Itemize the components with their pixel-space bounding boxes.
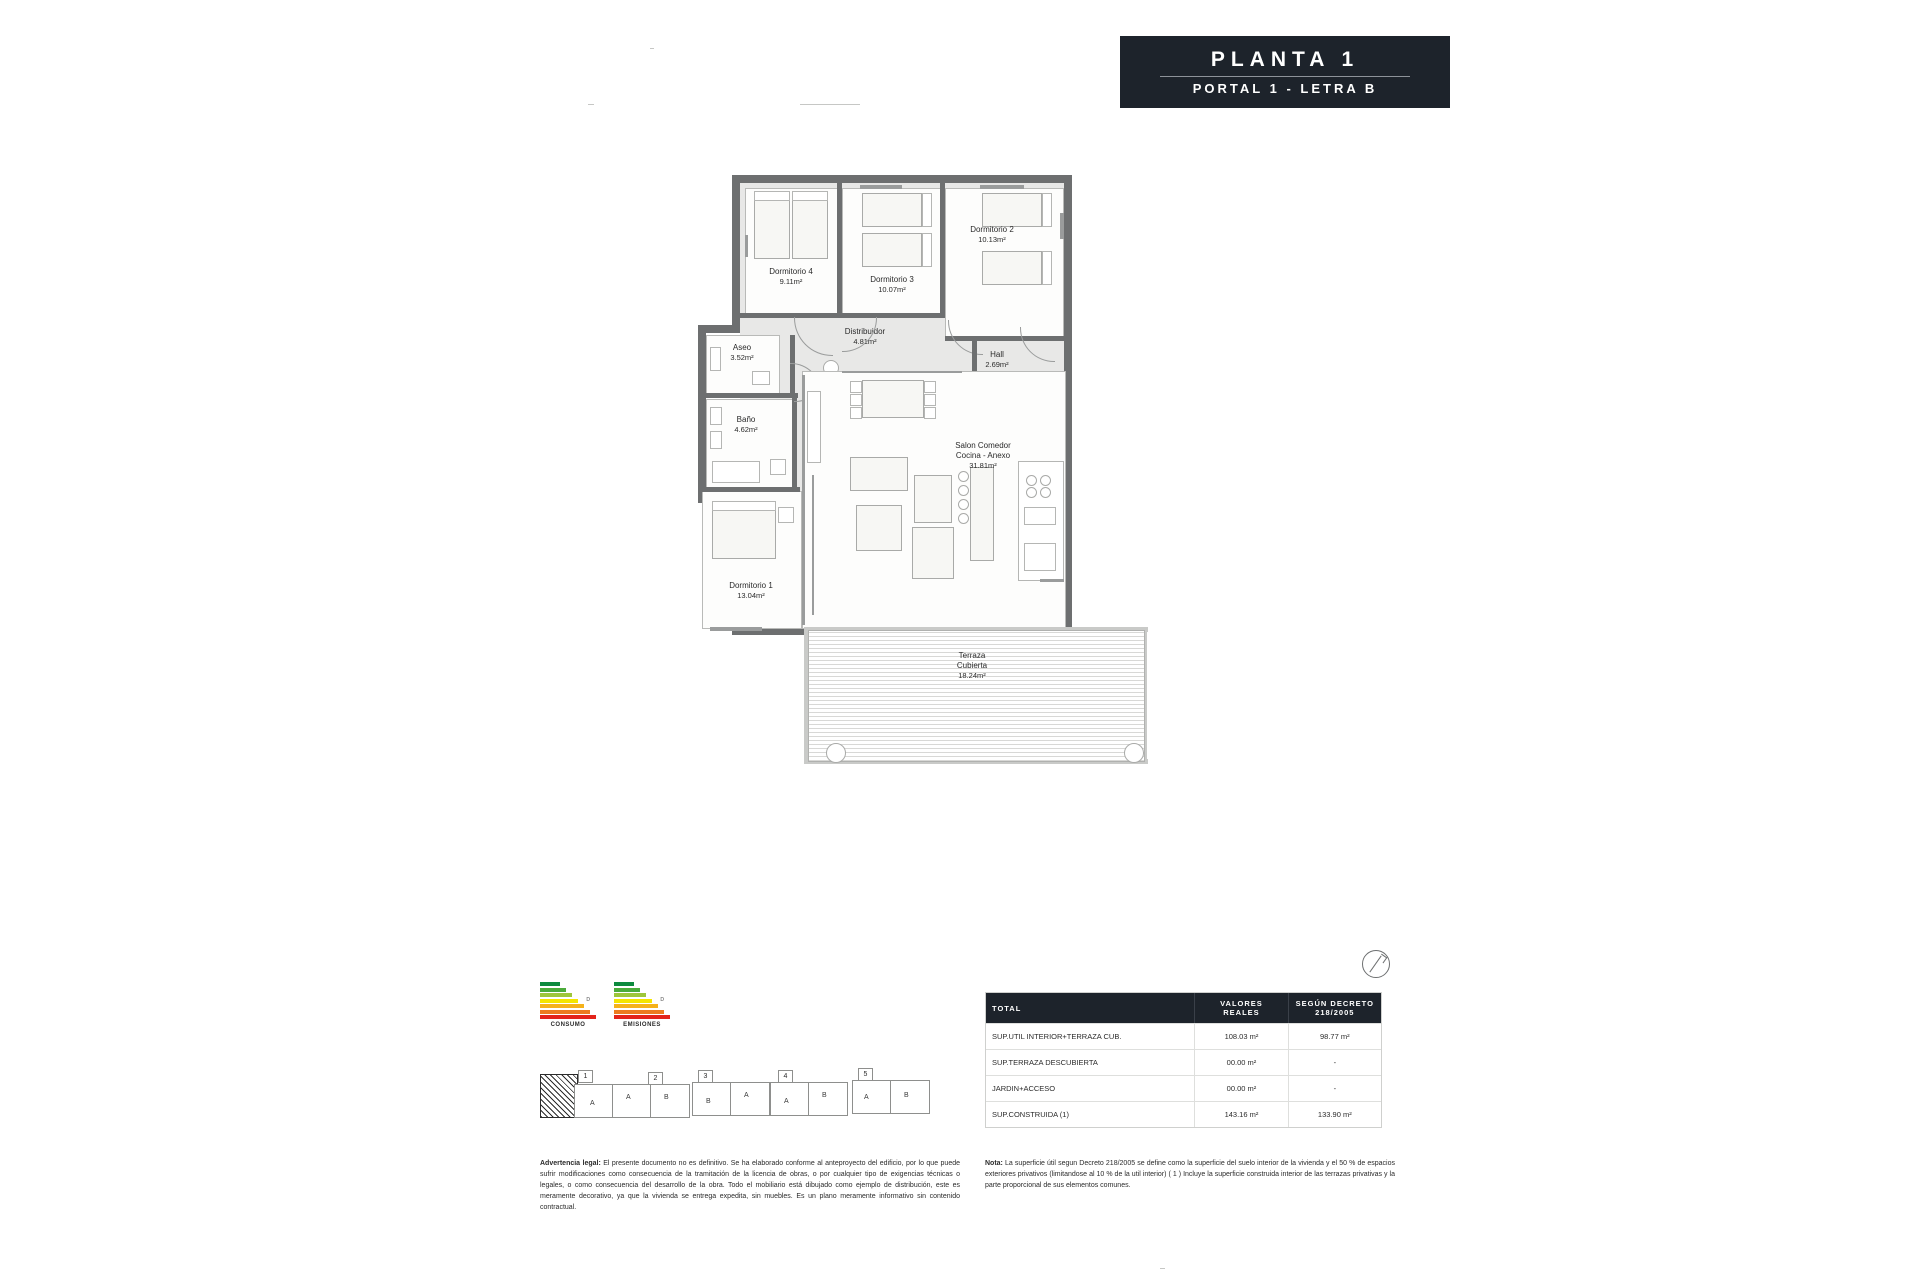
- rug-furniture: [856, 505, 902, 551]
- legal-notice: [540, 1158, 960, 1213]
- table-cell-decreto: -: [1288, 1050, 1381, 1075]
- key-plan-letter: B: [904, 1092, 909, 1099]
- key-plan-letter: B: [706, 1098, 711, 1105]
- table-header-decreto: SEGÚN DECRETO 218/2005: [1288, 993, 1381, 1023]
- partition-wall: [837, 183, 842, 313]
- bed-furniture: [712, 507, 776, 559]
- energy-bar-e: [614, 1004, 658, 1008]
- energy-rating-block: [540, 982, 750, 1042]
- room-label-dormitorio-4: Dormitorio 4 9.11m²: [769, 267, 813, 286]
- energy-bar-b: [540, 988, 566, 992]
- exterior-wall-left-upper: [732, 175, 740, 325]
- energy-bar-f: [614, 1010, 664, 1014]
- key-plan-letter: A: [784, 1098, 789, 1105]
- pillow-furniture: [1042, 193, 1052, 227]
- bed-furniture: [792, 195, 828, 259]
- pillow-furniture: [712, 501, 776, 511]
- sanitary-fixture: [770, 459, 786, 475]
- key-plan-unit: [852, 1080, 892, 1114]
- hob-burner: [1026, 475, 1037, 486]
- energy-bar-f: [540, 1010, 590, 1014]
- key-plan-letter: B: [822, 1092, 827, 1099]
- key-plan-highlight: [540, 1074, 578, 1118]
- key-plan-unit: [730, 1082, 770, 1116]
- key-plan-number-5: 5: [858, 1068, 873, 1081]
- table-cell-decreto: 98.77 m²: [1288, 1024, 1381, 1049]
- column-marker: [1124, 743, 1144, 763]
- bed-furniture: [982, 251, 1042, 285]
- table-cell-concept: SUP.TERRAZA DESCUBIERTA: [992, 1058, 1098, 1067]
- room-label-salon-comedor: Salon Comedor Cocina - Anexo 31.81m²: [955, 441, 1011, 470]
- key-plan-unit: [770, 1082, 810, 1116]
- table-cell-decreto: -: [1288, 1076, 1381, 1101]
- partition-wall: [940, 183, 945, 313]
- energy-bar-e: [540, 1004, 584, 1008]
- window-opening: [745, 235, 748, 257]
- key-plan-unit: [692, 1082, 732, 1116]
- key-plan-letter: A: [864, 1094, 869, 1101]
- energy-emisiones-caption: EMISIONES: [623, 1022, 661, 1028]
- exterior-wall-top: [732, 175, 1072, 183]
- energy-bar-a: [614, 982, 634, 986]
- surface-note: [985, 1158, 1395, 1191]
- key-plan-letter: B: [664, 1094, 669, 1101]
- bed-furniture: [862, 233, 922, 267]
- dining-table-furniture: [862, 380, 924, 418]
- chair-furniture: [850, 394, 862, 406]
- room-label-terraza: Terraza Cubierta 18.24m²: [956, 651, 988, 680]
- chair-furniture: [924, 407, 936, 419]
- stool-furniture: [958, 499, 969, 510]
- chair-furniture: [850, 407, 862, 419]
- key-plan-number-2: 2: [648, 1072, 663, 1085]
- room-label-dormitorio-1: Dormitorio 1 13.04m²: [729, 581, 773, 600]
- room-label-dormitorio-2: Dormitorio 2 10.13m²: [970, 225, 1014, 244]
- room-label-dormitorio-3: Dormitorio 3 10.07m²: [870, 275, 914, 294]
- terrace-cubierta-surface: [808, 630, 1145, 762]
- key-plan-unit: [612, 1084, 652, 1118]
- table-cell-concept: SUP.UTIL INTERIOR+TERRAZA CUB.: [992, 1032, 1122, 1041]
- stool-furniture: [958, 513, 969, 524]
- table-header-row: [986, 993, 1381, 1023]
- key-plan-letter: A: [744, 1092, 749, 1099]
- kitchen-island-furniture: [970, 467, 994, 561]
- window-opening: [980, 185, 1024, 189]
- stool-furniture: [958, 485, 969, 496]
- energy-bar-g: [614, 1015, 670, 1019]
- energy-consumo-letter: D: [586, 996, 590, 1003]
- hob-burner: [1040, 487, 1051, 498]
- key-plan-number-1: 1: [578, 1070, 593, 1083]
- north-compass-icon: [1362, 950, 1390, 978]
- energy-bar-c: [540, 993, 572, 997]
- room-label-distribuidor: Distribuidor 4.81m²: [844, 327, 886, 346]
- key-plan-number-3: 3: [698, 1070, 713, 1083]
- table-header-valores-reales: VALORES REALES: [1194, 993, 1287, 1023]
- key-plan-letter: A: [590, 1100, 595, 1107]
- table-row: [986, 1049, 1381, 1075]
- plan-subtitle: PORTAL 1 - LETRA B: [1192, 81, 1378, 96]
- title-block: [1120, 36, 1450, 108]
- key-plan-unit: [890, 1080, 930, 1114]
- table-cell-concept: JARDIN+ACCESO: [992, 1084, 1056, 1093]
- sofa-furniture: [912, 527, 954, 579]
- pillow-furniture: [754, 191, 790, 201]
- chair-furniture: [850, 381, 862, 393]
- legal-notice-label: Advertencia legal:: [540, 1160, 601, 1167]
- energy-bar-c: [614, 993, 646, 997]
- chair-furniture: [924, 381, 936, 393]
- bathtub-furniture: [712, 461, 760, 483]
- surface-note-text: La superficie útil segun Decreto 218/2005 se define como la superficie del suelo interior de la vivienda y el 50 % de espacios exteriores privativos (limitandose al 10 % de la util interior) ( 1 ) Incluye la superficie construida interior de las terrazas privativas y la parte proporcional de sus elementos comunes.: [985, 1160, 1395, 1189]
- registration-tick: [800, 104, 860, 105]
- energy-consumo-caption: CONSUMO: [550, 1022, 586, 1028]
- energy-bar-d: [614, 996, 664, 1003]
- key-plan-unit: [808, 1082, 848, 1116]
- table-header-total: TOTAL: [992, 1003, 1022, 1013]
- energy-emisiones-label: [614, 982, 700, 1028]
- key-plan-number-4: 4: [778, 1070, 793, 1083]
- sink-fixture: [1024, 507, 1056, 525]
- pillow-furniture: [922, 233, 932, 267]
- surface-note-label: Nota:: [985, 1160, 1003, 1167]
- table-cell-concept: SUP.CONSTRUIDA (1): [992, 1110, 1069, 1119]
- hob-burner: [1040, 475, 1051, 486]
- energy-bar-g: [540, 1015, 596, 1019]
- table-cell-real: 00.00 m²: [1194, 1050, 1287, 1075]
- exterior-wall-right-upper: [1064, 175, 1072, 390]
- energy-bar-b: [614, 988, 640, 992]
- sliding-door-panel: [807, 391, 821, 463]
- window-opening: [710, 627, 762, 631]
- hob-burner: [1026, 487, 1037, 498]
- plan-title: PLANTA 1: [1210, 48, 1360, 71]
- partition-wall: [706, 393, 798, 398]
- stool-furniture: [958, 471, 969, 482]
- wall-segment: [1040, 579, 1064, 582]
- pillow-furniture: [1042, 251, 1052, 285]
- sanitary-fixture: [752, 371, 770, 385]
- column-marker: [826, 743, 846, 763]
- pillow-furniture: [922, 193, 932, 227]
- pillow-furniture: [792, 191, 828, 201]
- energy-bar-a: [540, 982, 560, 986]
- apartment-plan: [690, 175, 1200, 745]
- sliding-door-track: [812, 475, 814, 615]
- legal-notice-text: El presente documento no es definitivo. Se ha elaborado conforme al anteproyecto del edificio, por lo que puede sufrir modificaciones como consecuencia de la tramitación de la licencia de obras, o por cualquier tipo de exigencias técnicas o legales, o como consecuencia del desarrollo de la obra. Todo el mobiliario está dibujado como ejemplo de distribución, este es meramente decorativo, ya que la vivienda se entrega expedita, sin muebles. Es un plano meramente informativo sin contenido contractual.: [540, 1160, 960, 1211]
- key-plan-unit: [650, 1084, 690, 1118]
- chair-furniture: [924, 394, 936, 406]
- table-cell-real: 00.00 m²: [1194, 1076, 1287, 1101]
- table-row: [986, 1023, 1381, 1049]
- window-opening: [1060, 213, 1064, 239]
- room-label-aseo: Aseo 3.52m²: [730, 343, 754, 362]
- window-opening: [860, 185, 902, 189]
- registration-tick: [588, 104, 594, 105]
- site-key-plan: [540, 1062, 940, 1122]
- surface-area-table: [985, 992, 1382, 1128]
- table-cell-decreto: 133.90 m²: [1288, 1102, 1381, 1127]
- key-plan-letter: A: [626, 1094, 631, 1101]
- partition-wall: [702, 487, 800, 492]
- energy-bar-d: [540, 996, 590, 1003]
- table-cell-real: 108.03 m²: [1194, 1024, 1287, 1049]
- title-divider: [1160, 76, 1410, 77]
- nightstand-furniture: [778, 507, 794, 523]
- appliance-furniture: [1024, 543, 1056, 571]
- table-row: [986, 1075, 1381, 1101]
- partition-wall: [792, 397, 797, 491]
- table-cell-real: 143.16 m²: [1194, 1102, 1287, 1127]
- bed-furniture: [754, 195, 790, 259]
- ceiling-line: [842, 371, 962, 373]
- sofa-furniture: [850, 457, 908, 491]
- sofa-furniture: [914, 475, 952, 523]
- room-label-hall: Hall 2.69m²: [985, 350, 1009, 369]
- registration-tick: [1160, 1268, 1165, 1269]
- bed-furniture: [862, 193, 922, 227]
- energy-emisiones-letter: D: [660, 996, 664, 1003]
- registration-tick: [650, 48, 654, 49]
- table-row: [986, 1101, 1381, 1127]
- room-label-bano: Baño 4.62m²: [734, 415, 758, 434]
- bed-furniture: [982, 193, 1042, 227]
